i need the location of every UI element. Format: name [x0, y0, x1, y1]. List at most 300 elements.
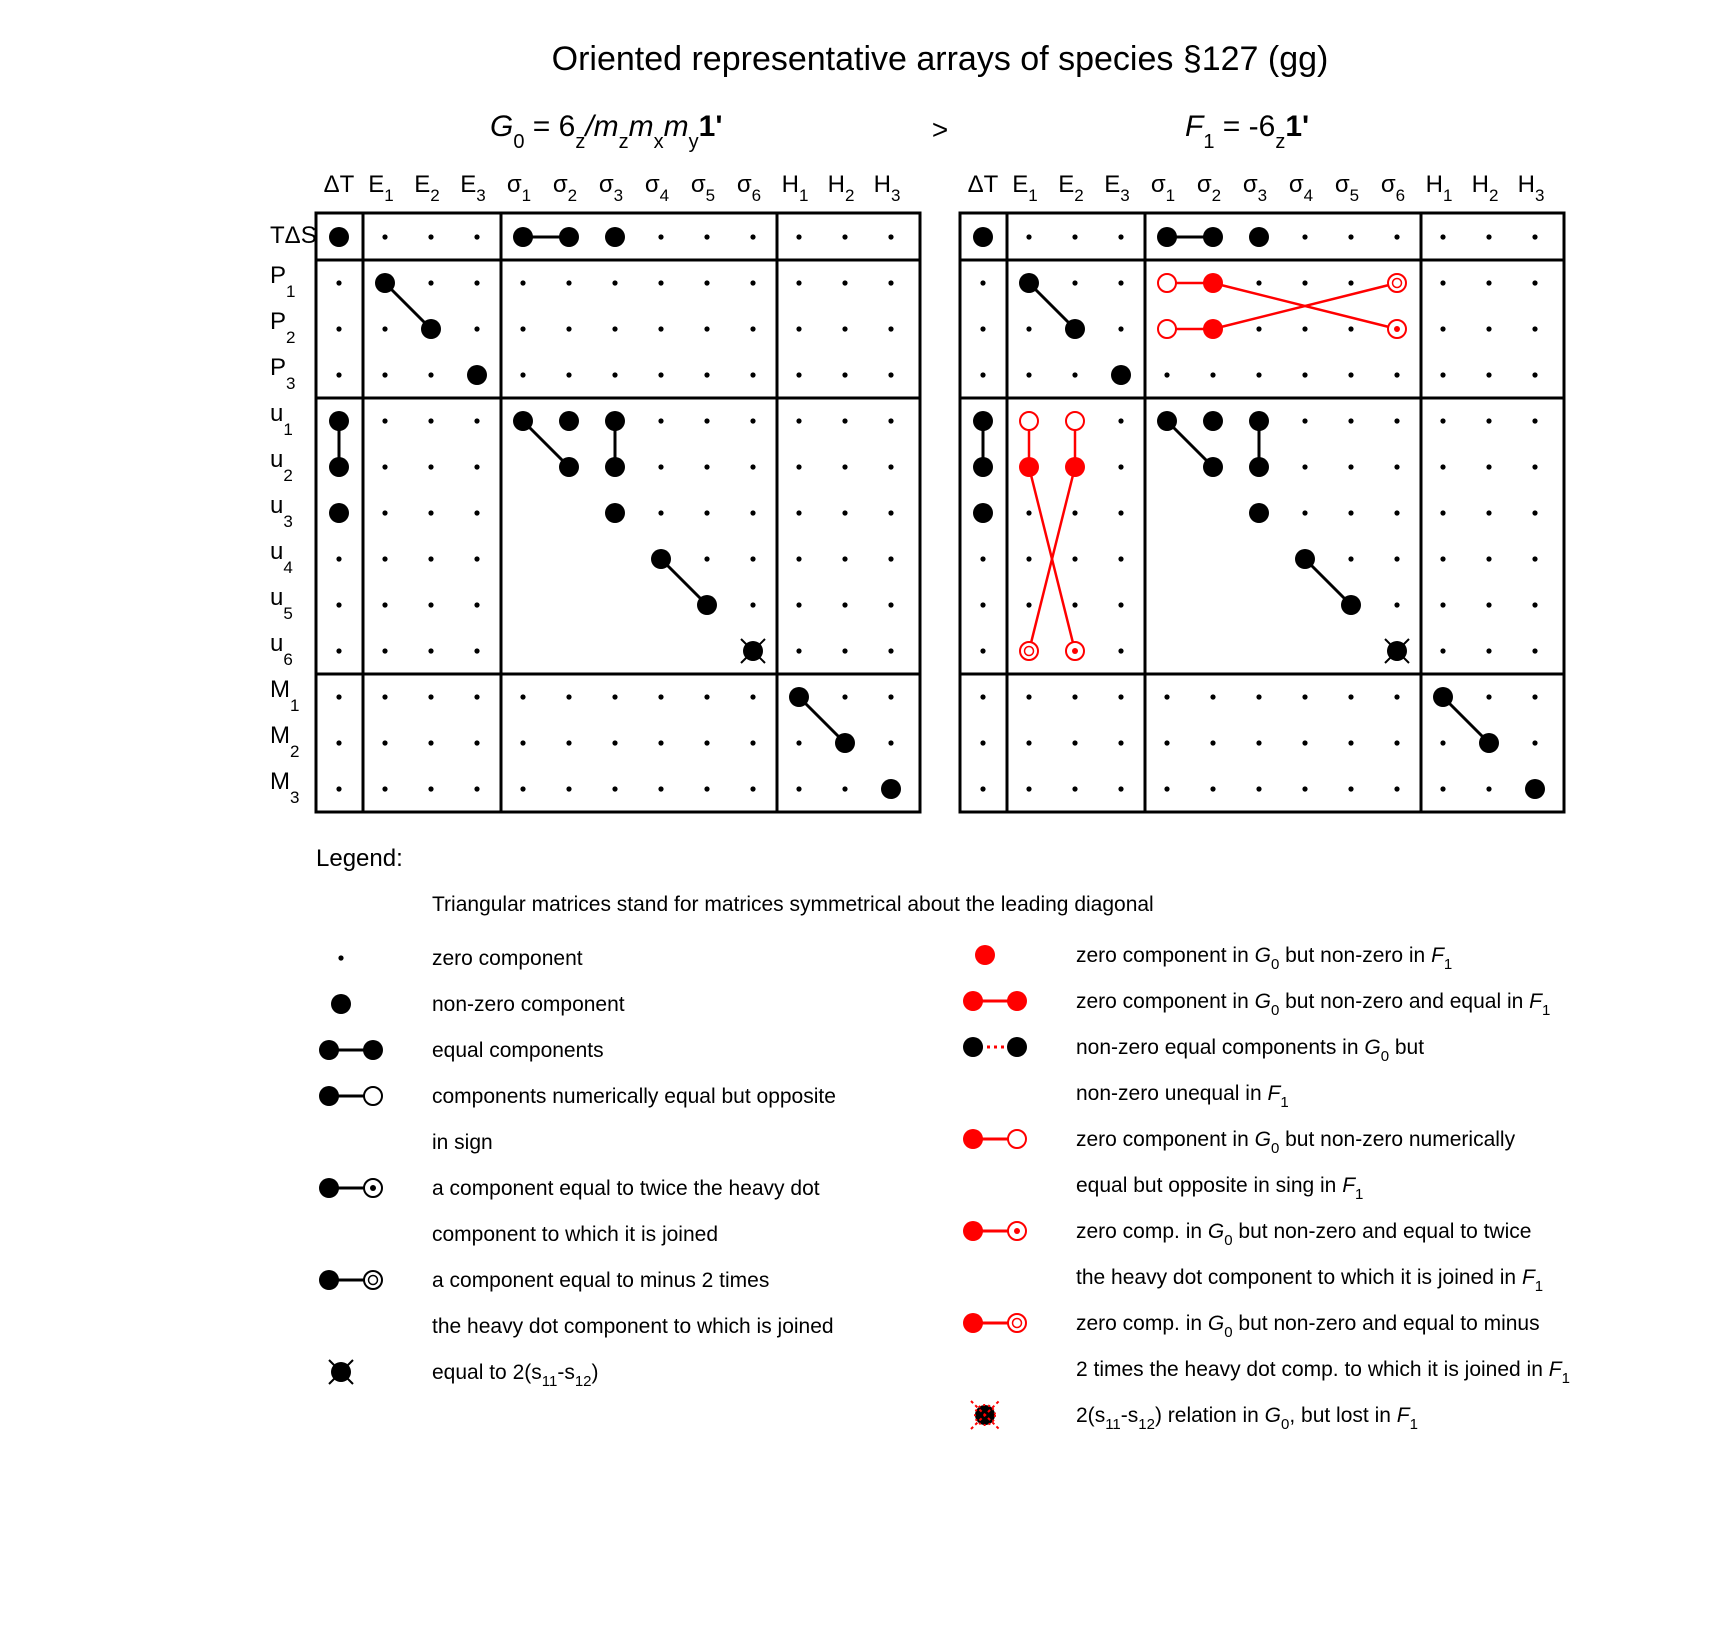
- zero-component: [1532, 694, 1537, 699]
- legend-symbol-red-twice-pair: [963, 1221, 1026, 1241]
- zero-component: [1256, 280, 1261, 285]
- non-zero-component: [835, 733, 855, 753]
- zero-component: [1440, 556, 1445, 561]
- zero-component: [1026, 556, 1031, 561]
- zero-component: [842, 786, 847, 791]
- legend-text: 2 times the heavy dot comp. to which it is joined in $F_1$: [1076, 1358, 1570, 1387]
- zero-component: [428, 648, 433, 653]
- column-header-9: $\sigma_6$: [736, 171, 762, 205]
- zero-component: [1256, 694, 1261, 699]
- zero-component: [704, 786, 709, 791]
- zero-component: [1072, 556, 1077, 561]
- zero-component: [1026, 234, 1031, 239]
- zero-component: [1348, 694, 1353, 699]
- zero-component: [1210, 786, 1215, 791]
- zero-component: [382, 234, 387, 239]
- zero-component: [1302, 464, 1307, 469]
- zero-component: [1302, 740, 1307, 745]
- zero-component: [1118, 648, 1123, 653]
- red-twice-center: [1072, 648, 1078, 654]
- legend-text: equal to $2(s_{11}-s_{12})$: [432, 1361, 599, 1390]
- zero-component: [1486, 556, 1491, 561]
- zero-component: [888, 694, 893, 699]
- zero-component: [1394, 510, 1399, 515]
- zero-component: [428, 740, 433, 745]
- zero-component: [980, 786, 985, 791]
- non-zero-component: [421, 319, 441, 339]
- zero-component: [980, 280, 985, 285]
- legend-symbol-big-dot: [331, 994, 351, 1014]
- zero-component: [336, 280, 341, 285]
- zero-component: [1394, 556, 1399, 561]
- legend-symbol-lost-cross: [971, 1401, 999, 1429]
- zero-component: [1394, 464, 1399, 469]
- zero-component: [750, 740, 755, 745]
- zero-component: [1440, 234, 1445, 239]
- zero-component: [658, 464, 663, 469]
- non-zero-component: [1479, 733, 1499, 753]
- zero-component: [1486, 602, 1491, 607]
- zero-component: [1164, 786, 1169, 791]
- zero-component: [566, 326, 571, 331]
- zero-component: [1532, 372, 1537, 377]
- legend-note: Triangular matrices stand for matrices symmetrical about the leading diagonal: [432, 893, 1154, 916]
- zero-component: [796, 648, 801, 653]
- zero-component: [1440, 280, 1445, 285]
- zero-component: [1210, 740, 1215, 745]
- zero-component: [750, 786, 755, 791]
- zero-component: [612, 372, 617, 377]
- zero-component: [796, 556, 801, 561]
- column-header-0: ΔT: [967, 171, 999, 198]
- zero-component: [980, 602, 985, 607]
- zero-component: [1164, 372, 1169, 377]
- zero-component: [1532, 602, 1537, 607]
- zero-component: [520, 694, 525, 699]
- non-zero-component: [1203, 457, 1223, 477]
- zero-component: [428, 556, 433, 561]
- zero-component: [750, 326, 755, 331]
- zero-component: [1026, 602, 1031, 607]
- legend-symbol-minus-two-pair: [319, 1270, 382, 1290]
- non-zero-component: [1157, 411, 1177, 431]
- zero-component: [796, 234, 801, 239]
- zero-component: [704, 234, 709, 239]
- legend-right-item-3: [963, 1128, 1516, 1203]
- zero-component: [382, 556, 387, 561]
- zero-component: [842, 234, 847, 239]
- zero-component: [888, 372, 893, 377]
- zero-component: [566, 372, 571, 377]
- row-label-2: $P_2$: [270, 308, 296, 347]
- zero-component: [888, 602, 893, 607]
- legend-symbol-red-minus-two-pair: [963, 1313, 1026, 1333]
- zero-component: [796, 418, 801, 423]
- non-zero-component: [697, 595, 717, 615]
- zero-component: [704, 372, 709, 377]
- zero-component: [888, 326, 893, 331]
- zero-component: [1348, 280, 1353, 285]
- zero-component: [1072, 510, 1077, 515]
- zero-component: [658, 234, 663, 239]
- zero-component: [336, 602, 341, 607]
- red-non-zero-component: [1203, 319, 1223, 339]
- zero-component: [336, 786, 341, 791]
- legend-left-item-4: [319, 1177, 820, 1246]
- figure-title: Oriented representative arrays of species §127 (gg): [551, 40, 1329, 78]
- zero-component: [658, 786, 663, 791]
- legend-right-item-1: [963, 990, 1550, 1019]
- column-header-0: ΔT: [323, 171, 355, 198]
- non-zero-component: [467, 365, 487, 385]
- zero-component: [612, 786, 617, 791]
- zero-component: [750, 602, 755, 607]
- non-zero-component: [1525, 779, 1545, 799]
- zero-component: [1348, 556, 1353, 561]
- zero-component: [382, 418, 387, 423]
- legend-symbol-red-opposite-pair: [963, 1129, 1026, 1149]
- zero-component: [566, 694, 571, 699]
- zero-component: [1118, 740, 1123, 745]
- zero-component: [520, 786, 525, 791]
- zero-component: [842, 464, 847, 469]
- zero-component: [1394, 740, 1399, 745]
- legend-text: zero component in $G_0$ but non-zero numerically: [1076, 1128, 1516, 1157]
- legend-left-item-0: [338, 947, 582, 970]
- zero-component: [1532, 418, 1537, 423]
- zero-component: [704, 418, 709, 423]
- non-zero-component: [559, 227, 579, 247]
- zero-component: [980, 740, 985, 745]
- zero-component: [796, 326, 801, 331]
- row-label-3: $P_3$: [270, 354, 296, 393]
- zero-component: [336, 648, 341, 653]
- zero-component: [1440, 648, 1445, 653]
- zero-component: [474, 326, 479, 331]
- non-zero-component: [1249, 227, 1269, 247]
- zero-component: [1440, 326, 1445, 331]
- zero-component: [1440, 786, 1445, 791]
- legend-symbol-opposite-pair: [319, 1086, 382, 1106]
- non-zero-component: [375, 273, 395, 293]
- row-label-8: $u_5$: [270, 584, 293, 623]
- zero-component: [1302, 510, 1307, 515]
- zero-component: [1118, 280, 1123, 285]
- zero-component: [980, 648, 985, 653]
- zero-component: [980, 694, 985, 699]
- zero-component: [842, 280, 847, 285]
- zero-component: [428, 234, 433, 239]
- legend-right-item-0: [975, 944, 1452, 973]
- zero-component: [750, 372, 755, 377]
- zero-component: [428, 694, 433, 699]
- zero-component: [1486, 418, 1491, 423]
- zero-component: [1440, 740, 1445, 745]
- red-opposite-component: [1066, 412, 1084, 430]
- zero-component: [1072, 234, 1077, 239]
- row-label-0: TΔS: [270, 222, 317, 249]
- zero-component: [1118, 464, 1123, 469]
- zero-component: [1072, 786, 1077, 791]
- non-zero-component: [1249, 503, 1269, 523]
- zero-component: [1072, 740, 1077, 745]
- zero-component: [1118, 786, 1123, 791]
- zero-component: [1532, 280, 1537, 285]
- zero-component: [474, 510, 479, 515]
- column-header-10: $H_1$: [781, 171, 809, 205]
- non-zero-component: [559, 411, 579, 431]
- non-zero-component: [1203, 227, 1223, 247]
- legend-text: zero comp. in $G_0$ but non-zero and equal to minus: [1076, 1312, 1540, 1341]
- legend-text: equal but opposite in sing in $F_1$: [1076, 1174, 1364, 1203]
- non-zero-component: [329, 227, 349, 247]
- zero-component: [842, 326, 847, 331]
- zero-component: [888, 234, 893, 239]
- zero-component: [796, 786, 801, 791]
- non-zero-component: [329, 503, 349, 523]
- legend-text: the heavy dot component to which it is joined in $F_1$: [1076, 1266, 1544, 1295]
- zero-component: [888, 510, 893, 515]
- column-header-7: $\sigma_4$: [1288, 171, 1314, 205]
- zero-component: [428, 602, 433, 607]
- zero-component: [1348, 464, 1353, 469]
- zero-component: [382, 786, 387, 791]
- zero-component: [1486, 326, 1491, 331]
- zero-component: [1164, 694, 1169, 699]
- zero-component: [750, 464, 755, 469]
- legend-text: a component equal to minus 2 times: [432, 1269, 770, 1292]
- zero-component: [980, 372, 985, 377]
- row-label-6: $u_3$: [270, 492, 293, 531]
- zero-component: [1440, 464, 1445, 469]
- zero-component: [980, 556, 985, 561]
- row-label-7: $u_4$: [270, 538, 293, 577]
- legend-symbol-equal-pair: [319, 1040, 383, 1060]
- legend-text: non-zero equal components in $G_0$ but: [1076, 1036, 1425, 1065]
- column-header-5: $\sigma_2$: [552, 171, 578, 205]
- zero-component: [796, 372, 801, 377]
- legend-text: component to which it is joined: [432, 1223, 718, 1246]
- zero-component: [1394, 786, 1399, 791]
- non-zero-component: [973, 503, 993, 523]
- zero-component: [796, 280, 801, 285]
- zero-component: [1118, 602, 1123, 607]
- zero-component: [1164, 740, 1169, 745]
- column-header-3: $E_3$: [1104, 171, 1130, 205]
- zero-component: [474, 464, 479, 469]
- zero-component: [612, 694, 617, 699]
- zero-component: [750, 556, 755, 561]
- zero-component: [1486, 234, 1491, 239]
- legend-text: $2(s_{11}-s_{12})$ relation in $G_0$, but lost in $F_1$: [1076, 1404, 1418, 1433]
- zero-component: [566, 786, 571, 791]
- non-zero-component: [513, 411, 533, 431]
- red-non-zero-component: [1065, 457, 1085, 477]
- legend-text: zero component: [432, 947, 583, 970]
- legend-left-item-1: [331, 993, 625, 1016]
- zero-component: [842, 510, 847, 515]
- zero-component: [1486, 280, 1491, 285]
- zero-component: [1302, 372, 1307, 377]
- zero-component: [1118, 326, 1123, 331]
- legend-left-item-6: [329, 1360, 599, 1390]
- non-zero-component: [329, 411, 349, 431]
- zero-component: [750, 234, 755, 239]
- legend-text: zero component in $G_0$ but non-zero in $F_1$: [1076, 944, 1453, 973]
- column-header-10: $H_1$: [1425, 171, 1453, 205]
- zero-component: [336, 556, 341, 561]
- zero-component: [1394, 234, 1399, 239]
- red-twice-center: [1394, 326, 1400, 332]
- zero-component: [658, 326, 663, 331]
- zero-component: [474, 280, 479, 285]
- legend-left-item-3: [319, 1085, 836, 1154]
- zero-component: [1394, 694, 1399, 699]
- non-zero-component: [1203, 411, 1223, 431]
- zero-component: [750, 418, 755, 423]
- zero-component: [658, 694, 663, 699]
- zero-component: [336, 372, 341, 377]
- zero-component: [658, 418, 663, 423]
- legend-left-item-2: [319, 1039, 604, 1062]
- zero-component: [382, 326, 387, 331]
- zero-component: [474, 556, 479, 561]
- non-zero-component: [1111, 365, 1131, 385]
- zero-component: [520, 740, 525, 745]
- zero-component: [1256, 740, 1261, 745]
- red-non-zero-component: [1019, 457, 1039, 477]
- column-header-1: $E_1$: [1012, 171, 1038, 205]
- legend-right-item-5: [963, 1312, 1570, 1387]
- zero-component: [888, 556, 893, 561]
- column-header-11: $H_2$: [1471, 171, 1499, 205]
- zero-component: [888, 648, 893, 653]
- zero-component: [1348, 372, 1353, 377]
- zero-component: [474, 418, 479, 423]
- zero-component: [428, 464, 433, 469]
- zero-component: [382, 694, 387, 699]
- zero-component: [1348, 234, 1353, 239]
- matrix-F1: [960, 171, 1564, 812]
- zero-component: [1118, 510, 1123, 515]
- column-header-6: $\sigma_3$: [598, 171, 624, 205]
- non-zero-component: [651, 549, 671, 569]
- zero-component: [658, 372, 663, 377]
- red-opposite-component: [1158, 320, 1176, 338]
- non-zero-component: [881, 779, 901, 799]
- zero-component: [842, 418, 847, 423]
- zero-component: [1302, 418, 1307, 423]
- zero-component: [474, 786, 479, 791]
- zero-component: [1072, 372, 1077, 377]
- zero-component: [704, 464, 709, 469]
- zero-component: [1210, 372, 1215, 377]
- zero-component: [1348, 510, 1353, 515]
- zero-component: [1348, 326, 1353, 331]
- zero-component: [1440, 418, 1445, 423]
- greater-than-symbol: >: [931, 114, 949, 145]
- zero-component: [428, 280, 433, 285]
- column-header-4: $\sigma_1$: [506, 171, 532, 205]
- row-label-1: $P_1$: [270, 262, 296, 301]
- zero-component: [1118, 694, 1123, 699]
- column-header-4: $\sigma_1$: [1150, 171, 1176, 205]
- column-header-2: $E_2$: [414, 171, 440, 205]
- zero-component: [1302, 280, 1307, 285]
- zero-component: [612, 740, 617, 745]
- legend-text: components numerically equal but opposite: [432, 1085, 836, 1108]
- non-zero-component: [329, 457, 349, 477]
- non-zero-component: [1295, 549, 1315, 569]
- zero-component: [1072, 602, 1077, 607]
- zero-component: [842, 556, 847, 561]
- column-header-2: $E_2$: [1058, 171, 1084, 205]
- zero-component: [382, 740, 387, 745]
- zero-component: [382, 602, 387, 607]
- zero-component: [1348, 786, 1353, 791]
- zero-component: [1532, 556, 1537, 561]
- zero-component: [474, 740, 479, 745]
- zero-component: [658, 280, 663, 285]
- zero-component: [750, 694, 755, 699]
- zero-component: [1256, 326, 1261, 331]
- column-header-3: $E_3$: [460, 171, 486, 205]
- zero-component: [1026, 510, 1031, 515]
- zero-component: [1486, 786, 1491, 791]
- zero-component: [566, 280, 571, 285]
- zero-component: [1348, 740, 1353, 745]
- zero-component: [888, 280, 893, 285]
- zero-component: [796, 510, 801, 515]
- zero-component: [1026, 740, 1031, 745]
- zero-component: [1026, 786, 1031, 791]
- zero-component: [704, 740, 709, 745]
- zero-component: [658, 740, 663, 745]
- zero-component: [520, 372, 525, 377]
- legend-left-item-5: [319, 1269, 834, 1338]
- zero-component: [566, 740, 571, 745]
- column-header-12: $H_3$: [873, 171, 901, 205]
- column-header-5: $\sigma_2$: [1196, 171, 1222, 205]
- legend-symbol-red-dot: [975, 945, 995, 965]
- zero-component: [1532, 234, 1537, 239]
- column-header-7: $\sigma_4$: [644, 171, 670, 205]
- zero-component: [382, 510, 387, 515]
- row-label-9: $u_6$: [270, 630, 293, 669]
- zero-component: [888, 418, 893, 423]
- non-zero-component: [973, 227, 993, 247]
- zero-component: [382, 464, 387, 469]
- zero-component: [1302, 694, 1307, 699]
- legend-text: zero component in $G_0$ but non-zero and equal in $F_1$: [1076, 990, 1551, 1019]
- zero-component: [1118, 556, 1123, 561]
- zero-component: [612, 280, 617, 285]
- left-matrix-heading: $G_0 = 6_z/m_zm_xm_y1'$: [490, 110, 723, 153]
- zero-component: [520, 326, 525, 331]
- zero-component: [1486, 694, 1491, 699]
- non-zero-component: [559, 457, 579, 477]
- column-header-11: $H_2$: [827, 171, 855, 205]
- legend-text: in sign: [432, 1131, 493, 1154]
- zero-component: [842, 372, 847, 377]
- zero-component: [842, 602, 847, 607]
- zero-component: [520, 280, 525, 285]
- legend-symbol-small-dot: [338, 955, 343, 960]
- column-header-1: $E_1$: [368, 171, 394, 205]
- red-minus-two-component: [1020, 642, 1038, 660]
- legend-right-item-6: [971, 1401, 1418, 1433]
- zero-component: [474, 648, 479, 653]
